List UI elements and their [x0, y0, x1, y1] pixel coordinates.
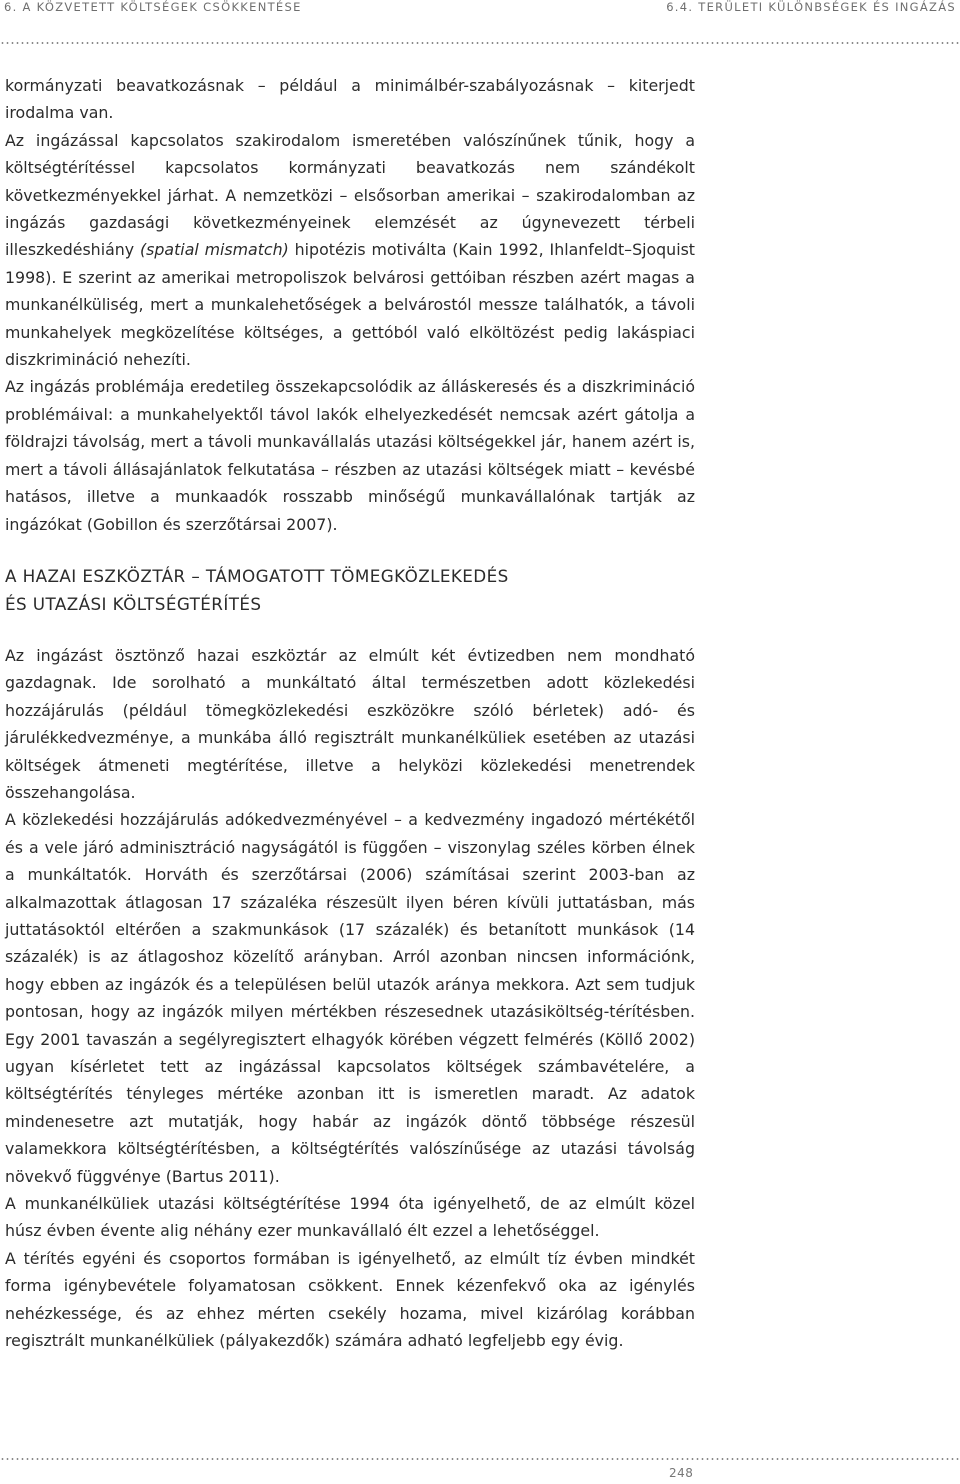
main-text	[5, 72, 695, 1354]
header-dotted-rule	[0, 42, 960, 44]
paragraph-text: hipotézis motiválta (Kain 1992, Ihlanfeldt–Sjoquist 1998). E szerint az amerikai metropoliszok belvárosi gettóiban részben azért magas a munkanélküliség, mert a munkalehetőségek a belvárostól messze találhatók, a távoli munkahelyek megközelítése költséges, a gettóból való elköltözést pedig lakáspiaci diszkrimináció nehezíti.	[5, 240, 696, 370]
section-heading-line: ÉS UTAZÁSI KÖLTSÉGTÉRÍTÉS	[5, 593, 262, 614]
running-header	[0, 0, 960, 14]
paragraph: A közlekedési hozzájárulás adókedvezményével – a kedvezmény ingadozó mértékétől és a vele járó adminisztráció nagyságától is függően – viszonylag széles körben élnek a munkáltatók. Horváth és szerzőtársai (2006) számításai szerint 2003-ban az alkalmazottak átlagosan 17 százaléka részesült ilyen béren kívüli juttatásban, más juttatásoktól eltérően a szakmunkások (17 százalék) és betanított munkások (14 százalék) is az átlagoshoz közelítő arányban. Arról azonban nincsen információnk, hogy ebben az ingázók és a településen belül utazók aránya mekkora. Azt sem tudjuk pontosan, hogy az ingázók milyen mértékben részesednek utazásiköltség-térítésben. Egy 2001 tavaszán a segélyregisztert elhagyók körében végzett felmérés (Köllő 2002) ugyan kísérletet tett az ingázással kapcsolatos költségek számbavételére, a költségtérítés tényleges mértéke azonban itt is ismeretlen maradt. Az adatok mindenesetre azt mutatják, hogy habár az ingázók döntő többsége részesül valamekkora költségtérítésben, a költségtérítés valószínűsége az utazási távolság növekvő függvénye (Bartus 2011).	[5, 810, 695, 1186]
paragraph: kormányzati beavatkozásnak – például a minimálbér-szabályozásnak – kiterjedt irodalma van.	[5, 76, 695, 123]
footer-dotted-rule	[0, 1458, 960, 1460]
paragraph: Az ingázás problémája eredetileg összekapcsolódik az álláskeresés és a diszkrimináció problémáival: a munkahelyektől távol lakók elhelyezkedését nemcsak azért gátolja a földrajzi távolság, mert a távoli munkavállalás utazási költségekkel jár, hanem azért is, mert a távoli állásajánlatok felkutatása – részben az utazási költségek miatt – kevésbé hatásos, illetve a munkaadók rosszabb minőségű munkavállalónak tartják az ingázókat (Gobillon és szerzőtársai 2007).	[5, 377, 695, 534]
paragraph	[5, 127, 695, 374]
header-chapter-title: 6. A KÖZVETETT KÖLTSÉGEK CSÖKKENTÉSE	[4, 0, 302, 14]
page-number: 248	[669, 1466, 694, 1480]
section-heading-line: A HAZAI ESZKÖZTÁR – TÁMOGATOTT TÖMEGKÖZLEKEDÉS	[5, 565, 509, 586]
header-section-title: 6.4. TERÜLETI KÜLÖNBSÉGEK ÉS INGÁZÁS	[666, 0, 956, 14]
paragraph: A térítés egyéni és csoportos formában is igényelhető, az elmúlt tíz évben mindkét forma igénybevétele folyamatosan csökkent. Ennek kézenfekvő oka az igénylés nehézkessége, és az ehhez mérten csekély hozama, mivel kizárólag korábban regisztrált munkanélküliek (pályakezdők) számára adható legfeljebb egy évig.	[5, 1248, 695, 1351]
paragraph-text: Az ingázással kapcsolatos szakirodalom ismeretében valószínűnek tűnik, hogy a költségtérítéssel kapcsolatos kormányzati beavatkozás nem szándékolt következményekkel járhat. A nemzetközi – elsősorban amerikai – szakirodalomban az ingázás gazdasági következményeinek elemzését az úgynevezett térbeli illeszkedéshiány	[5, 130, 695, 260]
italic-term: (spatial mismatch)	[140, 240, 289, 260]
section-heading	[5, 562, 695, 618]
paragraph: A munkanélküliek utazási költségtérítése 1994 óta igényelhető, de az elmúlt közel húsz évben évente alig néhány ezer munkavállaló élt ezzel a lehetőséggel.	[5, 1194, 695, 1241]
paragraph: Az ingázást ösztönző hazai eszköztár az elmúlt két évtizedben nem mondható gazdagnak. Ide sorolható a munkáltató által természetben adott közlekedési hozzájárulás (például tömegközlekedési eszközökre szóló bérletek) adó- és járulékkedvezménye, a munkába álló regisztrált munkanélküliek esetében az utazási költségek átmeneti megtérítése, illetve a helyközi közlekedési menetrendek összehangolása.	[5, 645, 695, 802]
